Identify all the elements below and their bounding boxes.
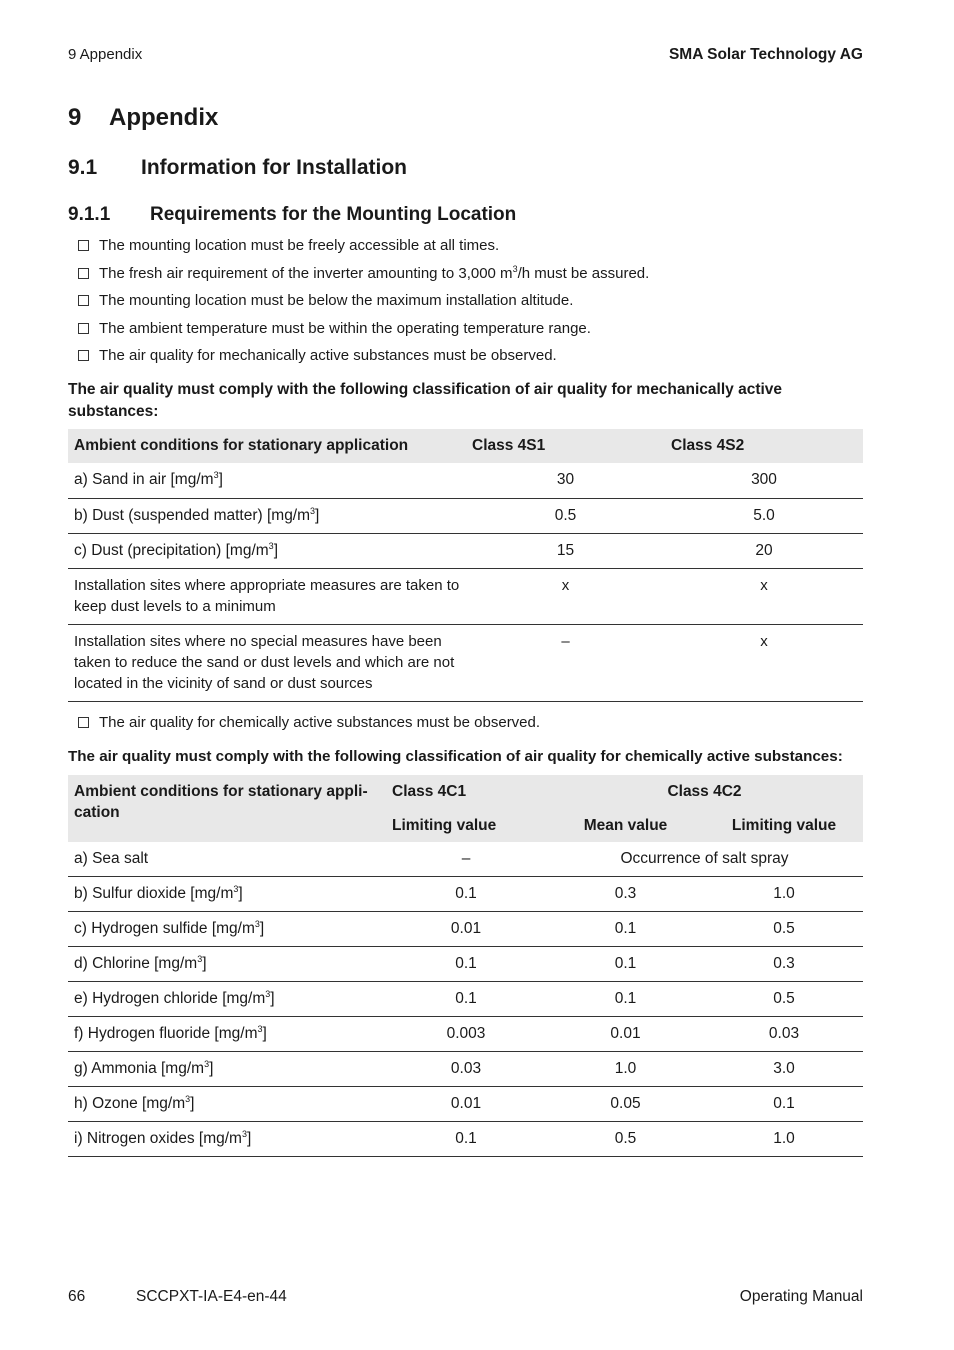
table-row: h) Ozone $[mg/m^3]$ 0.01 0.05 0.1	[68, 1086, 863, 1121]
table-row: c) Dust (precipitation) $[mg/m^3]$ 15 20	[68, 533, 863, 568]
column-subheader: Mean value	[546, 809, 705, 842]
chapter-number: 9	[68, 104, 82, 131]
mechanical-intro: The air quality must comply with the following classification of air quality for mechanically active substances:	[68, 381, 783, 420]
chemical-intro: The air quality must comply with the following classification of air quality for chemically active substances:	[68, 748, 843, 765]
column-header: Class 4C2	[546, 775, 863, 809]
checklist-item: The air quality for chemically active substances must be observed.	[78, 709, 868, 737]
running-header-company: SMA Solar Technology AG	[668, 46, 863, 63]
table-row: e) Hydrogen chloride $[mg/m^3]$ 0.1 0.1 0.5	[68, 982, 863, 1017]
subsection-title: Requirements for the Mounting Location	[150, 204, 517, 225]
chapter-title: Appendix	[109, 104, 219, 131]
table-row: f) Hydrogen fluoride $[mg/m^3]$ 0.003 0.01 0.03	[68, 1016, 863, 1051]
table-row: d) Chlorine $[mg/m^3]$ 0.1 0.1 0.3	[68, 947, 863, 982]
checkbox-icon	[78, 295, 89, 306]
checkbox-icon	[78, 717, 89, 728]
checklist-item: The ambient temperature must be within the operating temperature range.	[78, 315, 868, 343]
section-heading	[68, 156, 407, 180]
checklist-item	[78, 260, 868, 288]
checkbox-icon	[78, 240, 89, 251]
subsection-heading	[68, 204, 516, 226]
table-row: a) Sand in air $[mg/m^3]$ 30 300	[68, 463, 863, 498]
chemical-substances-table	[68, 775, 863, 1157]
subsection-number: 9.1.1	[68, 204, 111, 225]
column-header: Ambient conditions for stationary application	[68, 429, 466, 463]
running-header-section: 9 Appendix	[68, 46, 143, 63]
column-header: Class 4C1	[386, 775, 546, 809]
column-header: Class 4S2	[665, 429, 863, 463]
chemical-checklist	[78, 709, 868, 737]
section-number: 9.1	[68, 156, 98, 179]
table-row: b) Sulfur dioxide $[mg/m^3]$ 0.1 0.3 1.0	[68, 877, 863, 912]
table-row: Installation sites where appropriate measures are taken to keep dust levels to a minimum x x	[68, 568, 863, 624]
checkbox-icon	[78, 323, 89, 334]
table-row: g) Ammonia $[mg/m^3]$ 0.03 1.0 3.0	[68, 1051, 863, 1086]
column-subheader: Limiting value	[386, 809, 546, 842]
table-row: c) Hydrogen sulfide $[mg/m^3]$ 0.01 0.1 0.5	[68, 912, 863, 947]
column-subheader: Limiting value	[705, 809, 863, 842]
document-id: SCCPXT-IA-E4-en-44	[136, 1288, 287, 1305]
chapter-heading	[68, 104, 218, 132]
checkbox-icon	[78, 268, 89, 279]
table-row: a) Sea salt – Occurrence of salt spray	[68, 842, 863, 877]
mechanical-substances-table	[68, 429, 863, 702]
requirements-checklist	[78, 232, 868, 370]
table-row: i) Nitrogen oxides $[mg/m^3]$ 0.1 0.5 1.0	[68, 1121, 863, 1156]
table-header-row	[68, 775, 863, 809]
checklist-item: The air quality for mechanically active substances must be observed.	[78, 342, 868, 370]
table-row: Installation sites where no special measures have been taken to reduce the sand or dust levels and which are not located in the vicinity of sand or dust sources – x	[68, 624, 863, 701]
column-header: Ambient conditions for stationary appli-cation	[68, 775, 386, 842]
section-title: Information for Installation	[141, 156, 407, 179]
column-header: Class 4S1	[466, 429, 665, 463]
checklist-item: The mounting location must be freely accessible at all times.	[78, 232, 868, 260]
checkbox-icon	[78, 350, 89, 361]
page-number: 66	[68, 1288, 86, 1305]
fresh-air-text: The fresh air requirement of the inverter amounting to 3,000 $m^3/h$ must be assured.	[99, 263, 650, 282]
checklist-item: The mounting location must be below the maximum installation altitude.	[78, 287, 868, 315]
manual-title: Operating Manual	[739, 1288, 863, 1305]
table-row: b) Dust (suspended matter) $[mg/m^3]$ 0.5 5.0	[68, 498, 863, 533]
table-header-row	[68, 429, 863, 463]
